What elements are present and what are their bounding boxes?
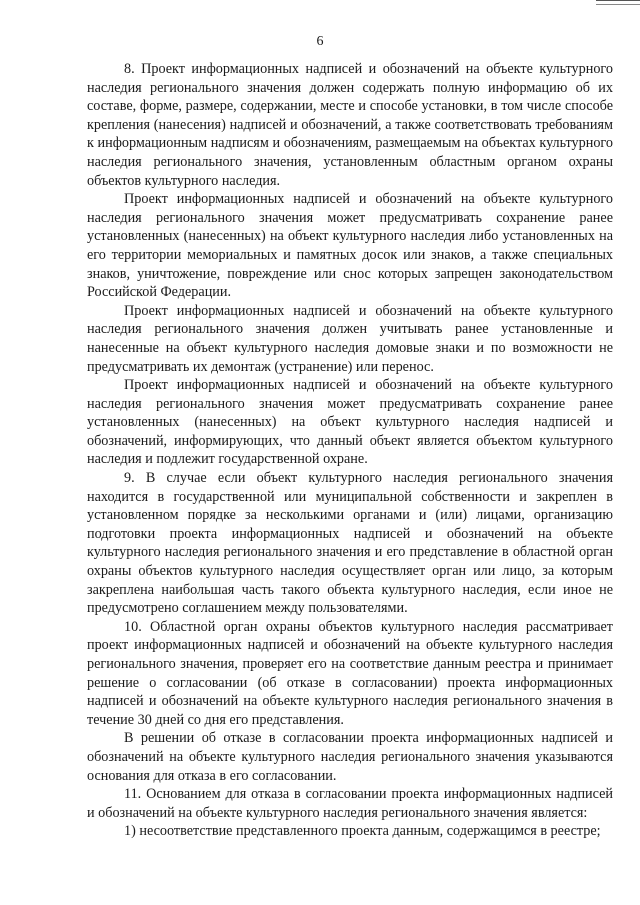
scan-corner-mark <box>596 0 640 5</box>
paragraph-8-house-signs: Проект информационных надписей и обозначений на объекте культурного наследия регионального значения должен учитывать ранее установленные и нанесенные на объект культурного наследия домовые знаки и по возможности не предусматривать их демонтаж (устранение) или перенос. <box>87 302 613 375</box>
paragraph-10-refusal: В решении об отказе в согласовании проекта информационных надписей и обозначений на объекте культурного наследия регионального значения указываются основания для отказа в его согласовании. <box>87 730 613 784</box>
paragraph-10: 10. Областной орган охраны объектов культурного наследия рассматривает проект информационных надписей и обозначений на объекте культурного наследия регионального значения, проверяет его на соответствие данным реестра и принимает решение о согласовании (об отказе в согласовании) проекта информационных надписей и обозначений на объекте культурного наследия регионального значения в течение 30 дней со дня его представления. <box>87 618 613 728</box>
paragraph-8-memorial-plaques: Проект информационных надписей и обозначений на объекте культурного наследия регионального значения может предусматривать сохранение ранее установленных (нанесенных) на объект культурного наследия либо установленных на его территории мемориальных и памятных досок или знаков, а также специальных знаков, уничтожение, повреждение или снос которых запрещен законодательством Российской Федерации. <box>87 191 613 301</box>
document-body <box>87 60 613 841</box>
paragraph-11: 11. Основанием для отказа в согласовании проекта информационных надписей и обозначений на объекте культурного наследия регионального значения является: <box>87 786 613 821</box>
page-number: 6 <box>316 34 324 49</box>
paragraph-8-state-protection-signs: Проект информационных надписей и обозначений на объекте культурного наследия регионального значения может предусматривать сохранение ранее установленных (нанесенных) на объект культурного наследия надписей и обозначений, информирующих, что данный объект является объектом культурного наследия и подлежит государственной охране. <box>87 377 613 468</box>
paragraph-9: 9. В случае если объект культурного наследия регионального значения находится в государственной или муниципальной собственности и закреплен в установленном порядке за несколькими органами и (или) лицами, организацию подготовки проекта информационных надписей и обозначений на объекте культурного наследия регионального значения и его представление в областной орган охраны объектов культурного наследия осуществляет орган или лицо, за которым закреплена наибольшая часть такого объекта культурного наследия, если иное не предусмотрено соглашением между пользователями. <box>87 470 613 617</box>
paragraph-11-item-1: 1) несоответствие представленного проекта данным, содержащимся в реестре; <box>124 823 601 840</box>
paragraph-8: 8. Проект информационных надписей и обозначений на объекте культурного наследия регионального значения должен содержать полную информацию об их составе, форме, размере, содержании, месте и способе установки, в том числе способе крепления (нанесения) надписей и обозначений, а также соответствовать требованиям к информационным надписям и обозначениям, размещаемым на объектах культурного наследия регионального значения, установленным областным органом охраны объектов культурного наследия. <box>87 61 613 189</box>
